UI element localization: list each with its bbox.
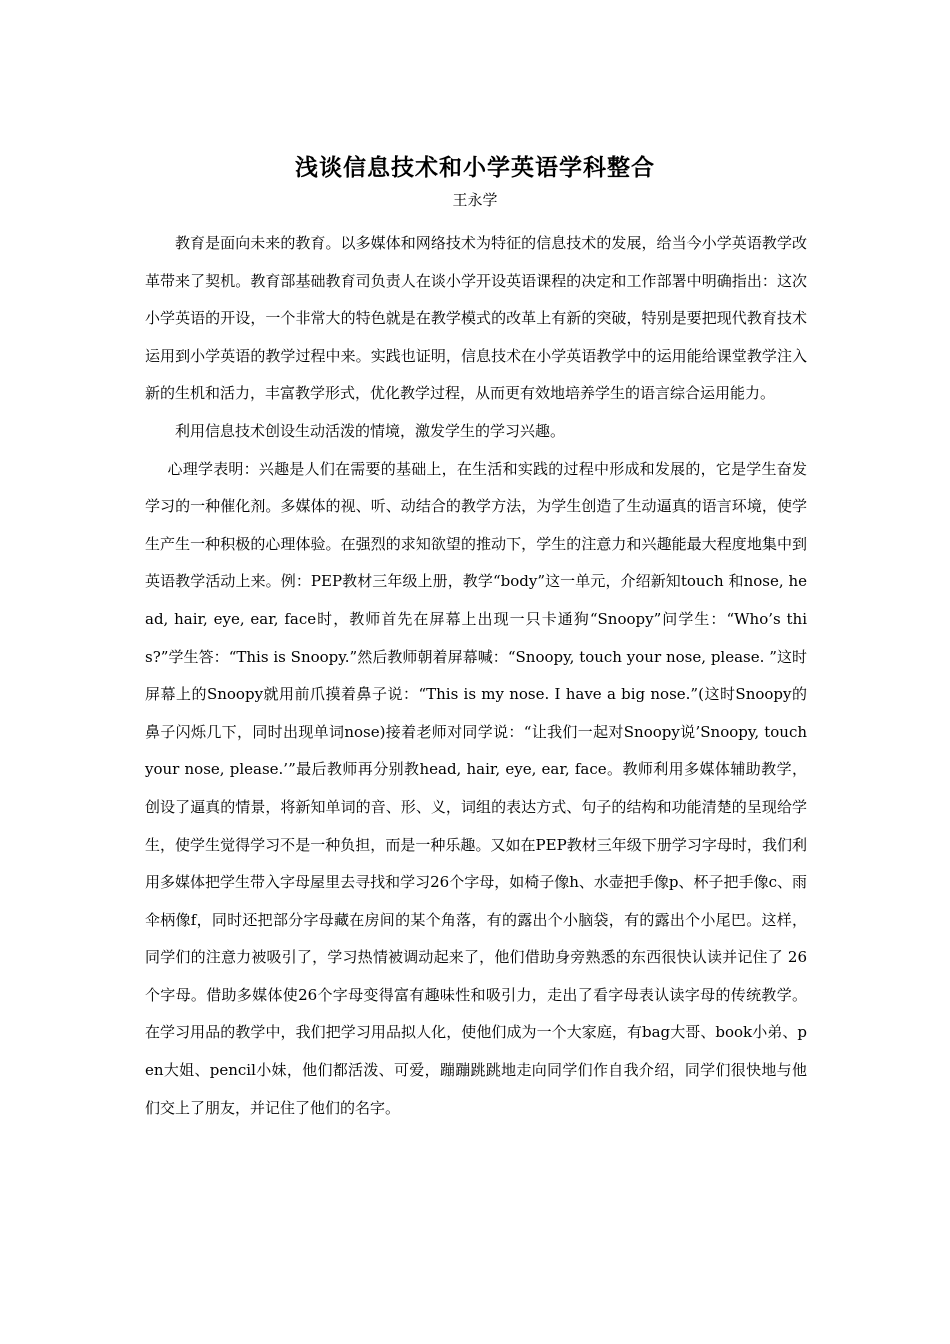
paragraph-heading: 利用信息技术创设生动活泼的情境，激发学生的学习兴趣。 xyxy=(175,421,566,440)
paragraph-intro: 教育是面向未来的教育。以多媒体和网络技术为特征的信息技术的发展，给当今小学英语教学改革带来了契机。教育部基础教育司负责人在谈小学开设英语课程的决定和工作部署中明确指出：这次小学英语的开设，一个非常大的特色就是在教学模式的改革上有新的突破，特别是要把现代教育技术运用到小学英语的教学过程中来。实践也证明，信息技术在小学英语教学中的运用能给课堂教学注入新的生机和活力，丰富教学形式，优化教学过程，从而更有效地培养学生的语言综合运用能力。 xyxy=(145,234,807,403)
author-name: 王永学 xyxy=(452,191,498,209)
paragraph-interest: 心理学表明：兴趣是人们在需要的基础上，在生活和实践的过程中形成和发展的，它是学生奋发学习的一种催化剂。多媒体的视、听、动结合的教学方法，为学生创造了生动逼真的语言环境，使学生产生一种积极的心理体验。在强烈的求知欲望的推动下，学生的注意力和兴趣能最大程度地集中到英语教学活动上来。例：PEP教材三年级上册，教学“body”这一单元，介绍新知touch 和nose, head, hair, eye, ear, face时，教师首先在屏幕上出现一只卡通狗“Snoopy”问学生：“Who’s this?”学生答：“This is Snoopy.”然后教师朝着屏幕喊：“Snoopy, touch your nose, please. ”这时屏幕上的Snoopy就用前爪摸着鼻子说：“This is my nose. I have a big nose.”(这时Snoopy的鼻子闪烁几下，同时出现单词nose)接着老师对同学说：“让我们一起对Snoopy说’Snoopy, touch your nose, please.’”最后教师再分别教head, hair, eye, ear, face。教师利用多媒体辅助教学，创设了逼真的情景，将新知单词的音、形、义，词组的表达方式、句子的结构和功能清楚的呈现给学生，使学生觉得学习不是一种负担，而是一种乐趣。又如在PEP教材三年级下册学习字母时，我们利用多媒体把学生带入字母屋里去寻找和学习26个字母，如椅子像h、水壶把手像p、杯子把手像c、雨伞柄像f，同时还把部分字母藏在房间的某个角落，有的露出个小脑袋，有的露出个小尾巴。这样，同学们的注意力被吸引了，学习热情被调动起来了，他们借助身旁熟悉的东西很快认读并记住了 26个字母。借助多媒体使26个字母变得富有趣味性和吸引力，走出了看字母表认读字母的传统教学。在学习用品的教学中，我们把学习用品拟人化，使他们成为一个大家庭，有bag大哥、book小弟、pen大姐、pencil小妹，他们都活泼、可爱，蹦蹦跳跳地走向同学们作自我介绍，同学们很快地与他们交上了朋友，并记住了他们的名字。 xyxy=(145,459,807,1117)
document-body xyxy=(145,225,807,1127)
document-title: 浅谈信息技术和小学英语学科整合 xyxy=(295,154,655,182)
